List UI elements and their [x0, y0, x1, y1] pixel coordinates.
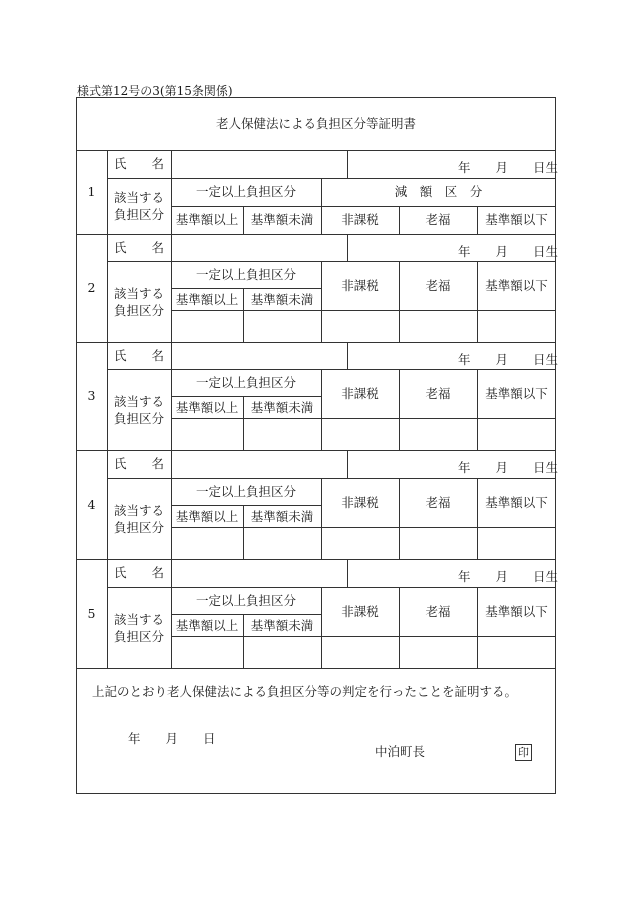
header-bottom-line [171, 527, 556, 528]
non-taxable-header: 非課税 [341, 603, 379, 619]
entry-number: 2 [87, 280, 96, 295]
name-row-line [107, 261, 556, 262]
name-field-line [347, 450, 348, 478]
above-certain-divider [321, 587, 322, 668]
name-row-line [107, 178, 556, 179]
name-row-line [107, 587, 556, 588]
category-label-2: 負担区分 [113, 302, 164, 318]
entry-number: 5 [87, 605, 96, 621]
birthdate-label: 年 月 日生 [458, 160, 559, 175]
welfare-header: 老福 [425, 385, 451, 401]
key-divider [399, 478, 400, 559]
below-standard-header: 基準額未満 [250, 618, 314, 633]
certificate-title: 老人保健法による負担区分等証明書 [215, 116, 416, 131]
category-label-1: 該当する [113, 611, 164, 627]
non-taxable-header: 非課税 [341, 494, 379, 510]
non-taxable-header: 非課税 [341, 385, 379, 401]
name-field-line [347, 559, 348, 587]
below-standard-header: 基準額未満 [250, 509, 314, 524]
standard-or-less-header: 基準額以下 [485, 385, 548, 401]
header-bottom-line [171, 418, 556, 419]
standard-or-less-header: 基準額以下 [485, 277, 548, 293]
welfare-header: 老福 [425, 494, 451, 510]
category-label-1: 該当する [113, 502, 164, 518]
entry-border [76, 342, 556, 343]
header-row-line [171, 206, 556, 207]
standard-or-less-header: 基準額以下 [485, 212, 548, 227]
birthdate-label: 年 月 日生 [458, 244, 559, 259]
above-certain-header: 一定以上負担区分 [195, 267, 296, 282]
certification-statement: 上記のとおり老人保健法による負担区分等の判定を行ったことを証明する。 [92, 684, 518, 699]
entry-border [76, 450, 556, 451]
above-standard-header: 基準額以上 [175, 292, 239, 307]
name-field-line [347, 150, 348, 178]
category-label-1: 該当する [113, 393, 164, 409]
entry-number: 1 [87, 184, 96, 199]
welfare-header: 老福 [425, 603, 451, 619]
right-divider [477, 587, 478, 668]
below-standard-header: 基準額未満 [250, 400, 314, 415]
category-label-2: 負担区分 [113, 207, 164, 222]
welfare-header: 老福 [425, 212, 451, 227]
title-divider [76, 150, 556, 151]
above-standard-header: 基準額以上 [175, 618, 239, 633]
entry-number: 3 [87, 388, 96, 403]
entry-number: 4 [87, 496, 96, 512]
non-taxable-header: 非課税 [341, 212, 379, 227]
reduction-header: 減 額 区 分 [394, 184, 483, 199]
above-standard-header: 基準額以上 [175, 400, 239, 415]
certification-date: 年 月 日 [128, 731, 216, 746]
name-label: 氏 名 [114, 456, 165, 471]
name-label: 氏 名 [114, 348, 165, 363]
above-standard-header: 基準額以上 [175, 509, 239, 524]
key-divider [399, 369, 400, 450]
below-standard-header: 基準額未満 [250, 292, 314, 307]
entry-border [76, 559, 556, 560]
right-divider [477, 478, 478, 559]
birthdate-label: 年 月 日生 [458, 569, 559, 584]
header-bottom-line [171, 636, 556, 637]
welfare-header: 老福 [425, 277, 451, 293]
above-standard-header: 基準額以上 [175, 212, 239, 227]
right-divider [477, 369, 478, 450]
name-label: 氏 名 [114, 565, 165, 580]
above-certain-header: 一定以上負担区分 [195, 375, 296, 390]
name-row-line [107, 369, 556, 370]
name-label: 氏 名 [114, 240, 165, 255]
key-divider [399, 587, 400, 668]
above-certain-divider [321, 478, 322, 559]
below-standard-header: 基準額未満 [250, 212, 314, 227]
entry-border [76, 234, 556, 235]
above-certain-divider [321, 261, 322, 342]
above-certain-header: 一定以上負担区分 [195, 484, 296, 499]
entry-border [76, 668, 556, 669]
above-certain-header: 一定以上負担区分 [195, 593, 296, 608]
above-certain-subline [171, 614, 321, 615]
above-certain-header: 一定以上負担区分 [195, 184, 296, 199]
birthdate-label: 年 月 日生 [458, 460, 559, 475]
non-taxable-header: 非課税 [341, 277, 379, 293]
key-divider [399, 261, 400, 342]
issuer-name: 中泊町長 [375, 744, 426, 759]
seal-stamp: 印 [515, 744, 532, 761]
above-certain-subline [171, 288, 321, 289]
category-label-2: 負担区分 [113, 628, 164, 644]
category-label-2: 負担区分 [113, 519, 164, 535]
category-label-1: 該当する [113, 190, 164, 205]
above-certain-subline [171, 396, 321, 397]
name-label: 氏 名 [114, 156, 165, 171]
name-field-line [347, 342, 348, 369]
above-certain-subline [171, 505, 321, 506]
name-field-line [347, 234, 348, 261]
right-divider [477, 261, 478, 342]
form-number-label: 様式第12号の3(第15条関係) [77, 84, 233, 98]
category-label-2: 負担区分 [113, 410, 164, 426]
birthdate-label: 年 月 日生 [458, 352, 559, 367]
header-bottom-line [171, 310, 556, 311]
standard-or-less-header: 基準額以下 [485, 494, 548, 510]
category-label-1: 該当する [113, 285, 164, 301]
standard-or-less-header: 基準額以下 [485, 603, 548, 619]
name-row-line [107, 478, 556, 479]
above-certain-divider [321, 369, 322, 450]
